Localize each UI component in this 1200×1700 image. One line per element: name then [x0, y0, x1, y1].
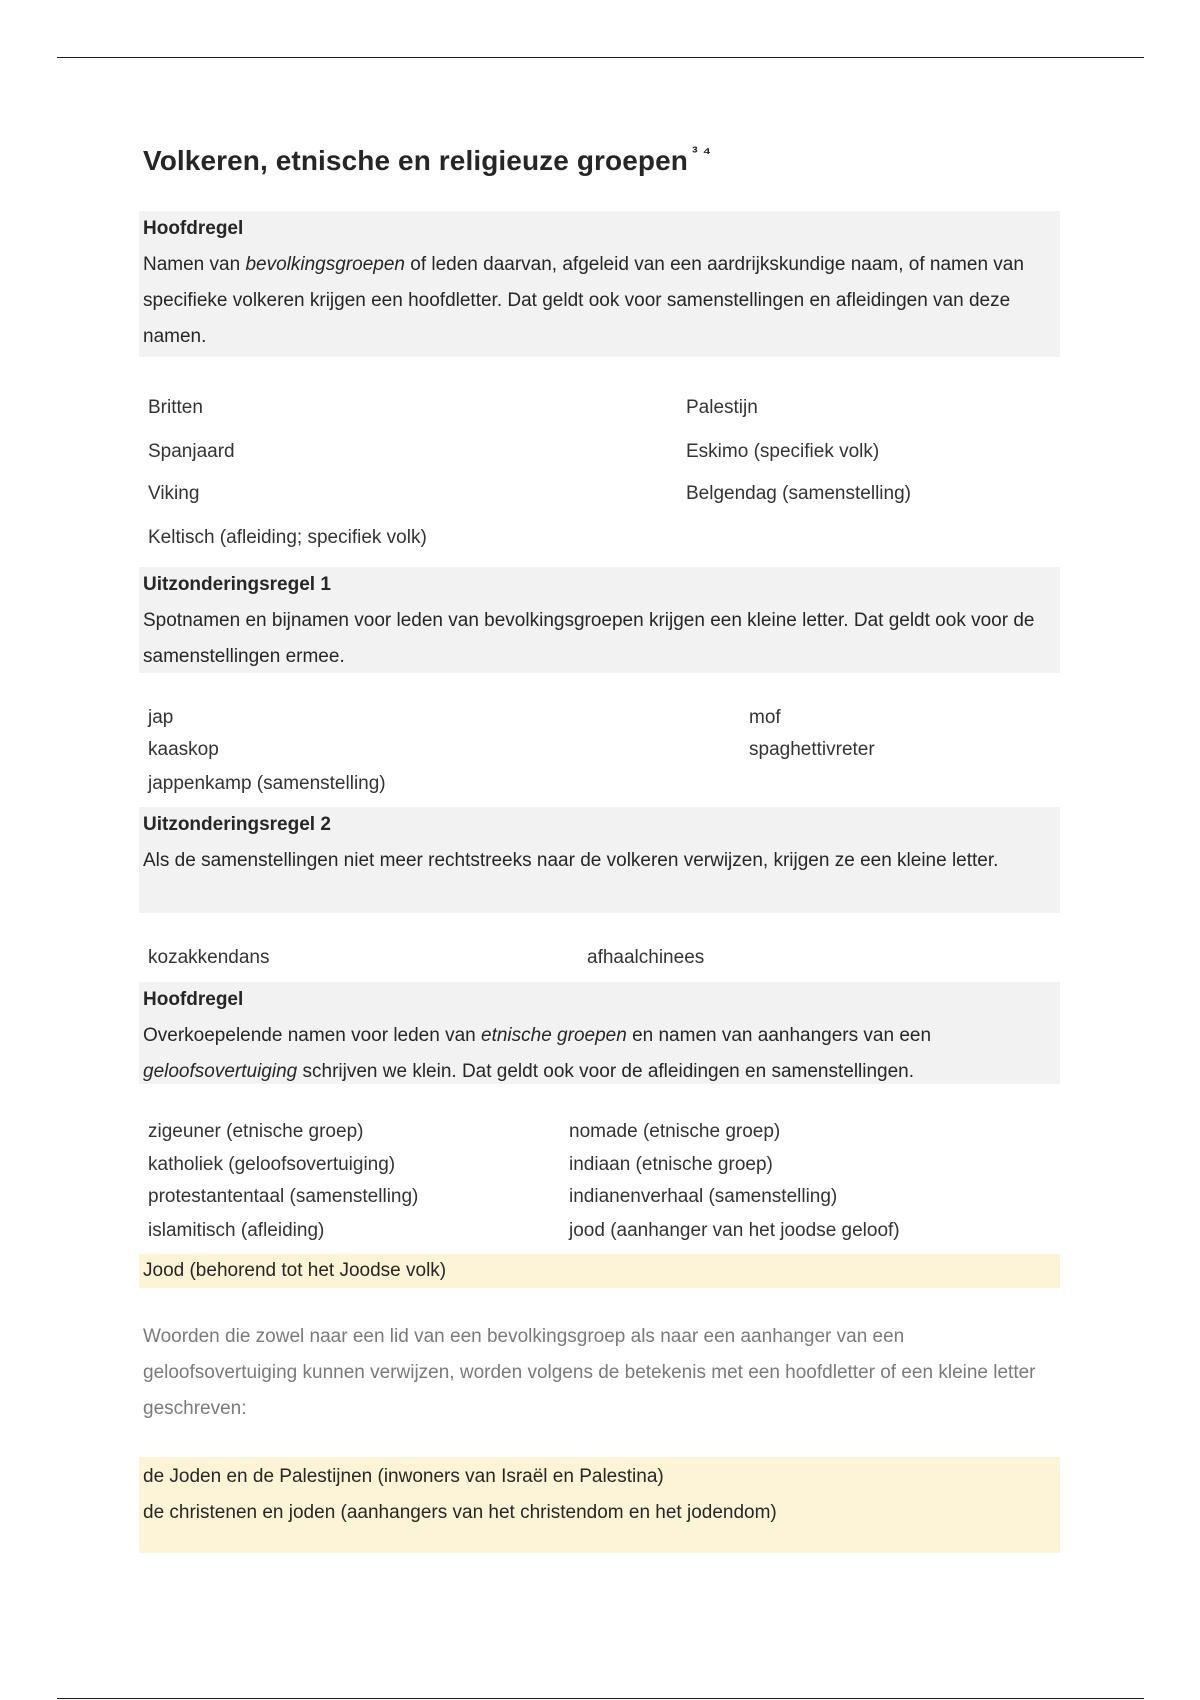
- example-item: protestantentaal (samenstelling): [148, 1186, 419, 1207]
- example-item: jappenkamp (samenstelling): [148, 773, 386, 794]
- rule-box-main-rule-2: [139, 982, 1060, 1084]
- bottom-rule: [57, 1698, 1144, 1699]
- example-item: jap: [148, 707, 174, 728]
- rule-term: etnische groepen: [481, 1025, 627, 1046]
- example-item: Viking: [148, 483, 200, 504]
- example-item: Palestijn: [686, 397, 758, 418]
- example-item: indianenverhaal (samenstelling): [569, 1186, 838, 1207]
- rule-term: geloofsovertuiging: [143, 1061, 298, 1082]
- example-item: Keltisch (afleiding; specifiek volk): [148, 527, 427, 548]
- rule-text: Als de samenstellingen niet meer rechtstreeks naar de volkeren verwijzen, krijgen ze een kleine letter.: [143, 850, 999, 871]
- page-title-text: Volkeren, etnische en religieuze groepen: [143, 145, 688, 176]
- rule-heading: Uitzonderingsregel 2: [143, 814, 331, 835]
- highlighted-example: de Joden en de Palestijnen (inwoners van Israël en Palestina): [143, 1466, 664, 1487]
- rule-text: Spotnamen en bijnamen voor leden van bevolkingsgroepen krijgen een kleine letter. Dat geldt ook voor de samenstellingen ermee.: [143, 610, 1035, 667]
- page-title: [143, 143, 711, 177]
- rule-heading: Hoofdregel: [143, 989, 244, 1010]
- top-rule: [57, 57, 1144, 58]
- example-item: Eskimo (specifiek volk): [686, 441, 880, 462]
- example-item: Britten: [148, 397, 203, 418]
- example-item: islamitisch (afleiding): [148, 1220, 325, 1241]
- highlighted-example: Jood (behorend tot het Joodse volk): [139, 1254, 1060, 1288]
- highlighted-example-block: [139, 1457, 1060, 1553]
- rule-heading: Uitzonderingsregel 1: [143, 574, 331, 595]
- example-item: mof: [749, 707, 781, 728]
- example-item: Spanjaard: [148, 441, 235, 462]
- rule-text: Overkoepelende namen voor leden van etnische groepen en namen van aanhangers van een geloofsovertuiging schrijven we klein. Dat geldt ook voor de afleidingen en samenstellingen.: [143, 1025, 932, 1082]
- example-item: Belgendag (samenstelling): [686, 483, 911, 504]
- example-item: zigeuner (etnische groep): [148, 1121, 364, 1142]
- example-item: jood (aanhanger van het joodse geloof): [569, 1220, 900, 1241]
- example-item: indiaan (etnische groep): [569, 1154, 773, 1175]
- example-item: kozakkendans: [148, 947, 270, 968]
- example-item: afhaalchinees: [587, 947, 705, 968]
- rule-text: Namen van bevolkingsgroepen of leden daarvan, afgeleid van een aardrijkskundige naam, of namen van specifieke volkeren krijgen een hoofdletter. Dat geldt ook voor samenstellingen en afleidingen van deze namen.: [143, 254, 1024, 347]
- example-item: spaghettivreter: [749, 739, 875, 760]
- rule-box-exception-1: [139, 567, 1060, 673]
- example-item: kaaskop: [148, 739, 219, 760]
- rule-term: bevolkingsgroepen: [245, 254, 405, 275]
- example-item: katholiek (geloofsovertuiging): [148, 1154, 396, 1175]
- highlighted-example: de christenen en joden (aanhangers van het christendom en het jodendom): [143, 1502, 777, 1523]
- rule-box-main-rule-1: [139, 211, 1060, 357]
- note-text: Woorden die zowel naar een lid van een bevolkingsgroep als naar een aanhanger van een geloofsovertuiging kunnen verwijzen, worden volgens de betekenis met een hoofdletter of een kleine letter geschreven:: [143, 1326, 1036, 1419]
- example-item: nomade (etnische groep): [569, 1121, 781, 1142]
- footnote-refs: ³ ⁴: [691, 143, 712, 162]
- rule-heading: Hoofdregel: [143, 218, 244, 239]
- rule-box-exception-2: [139, 807, 1060, 913]
